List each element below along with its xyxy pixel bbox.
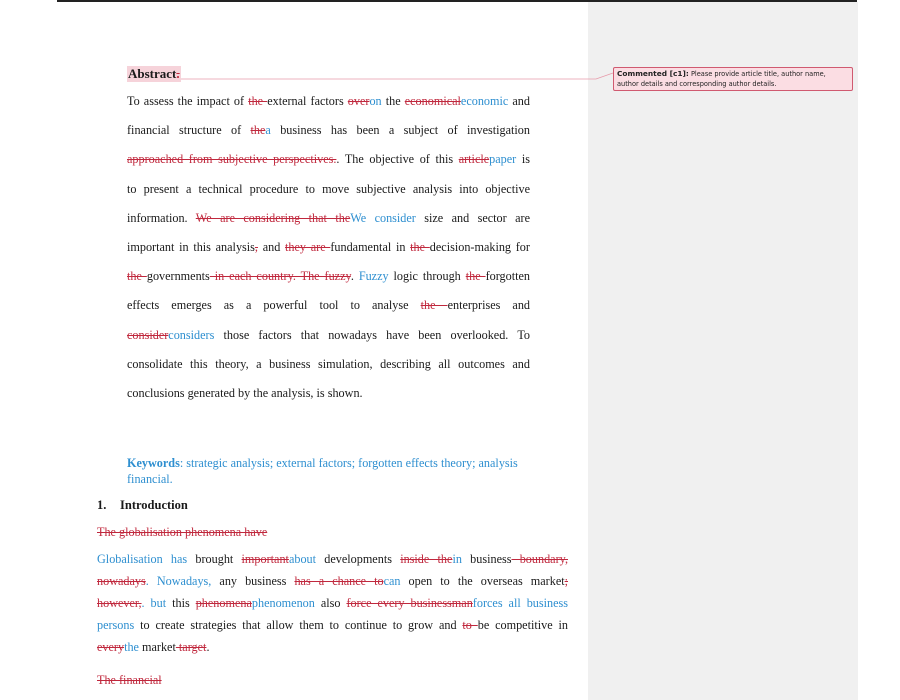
deleted-next-heading[interactable]: The financial	[97, 673, 162, 687]
introduction-line	[97, 574, 568, 589]
abstract-heading-text: Abstract	[128, 66, 177, 81]
body-text: To assess the impact of	[127, 94, 249, 108]
body-text: market	[138, 640, 176, 654]
body-text: business has been a subject of investigation	[270, 123, 530, 138]
deleted-text: has a chance to	[294, 574, 384, 588]
body-text: this	[166, 596, 196, 610]
inserted-text: Fuzzy	[358, 269, 389, 284]
abstract-heading-deleted: .	[176, 66, 180, 81]
abstract-line	[127, 182, 530, 197]
deleted-text: they are	[285, 240, 331, 254]
inserted-text: . but	[141, 596, 167, 610]
section-number: 1.	[97, 498, 107, 512]
abstract-line	[127, 123, 530, 138]
body-text: be competitive in	[477, 618, 568, 632]
keywords-line-2: financial.	[127, 472, 173, 486]
keywords-label: Keywords	[127, 456, 180, 470]
body-text: important in this analysis	[127, 240, 255, 254]
inserted-text: about	[288, 552, 317, 566]
deleted-text: consider	[127, 327, 169, 342]
section-title: Introduction	[120, 498, 188, 512]
body-text: to create strategies that allow them to continue to grow and	[134, 618, 463, 632]
deleted-text: ,	[254, 240, 258, 254]
deleted-text: in each country. The fuzzy	[209, 269, 351, 284]
abstract-line	[127, 240, 530, 255]
deleted-text: boundary,	[511, 552, 568, 566]
deleted-text: over	[347, 94, 370, 108]
deleted-text: the	[420, 298, 448, 313]
abstract-line	[127, 328, 530, 343]
introduction-line	[97, 618, 568, 633]
body-text: size and sector are	[415, 210, 530, 225]
abstract-line	[127, 386, 530, 401]
body-text: business	[461, 552, 512, 566]
comment-balloon[interactable]	[613, 67, 853, 91]
deleted-text: force every businessman	[346, 596, 473, 610]
body-text: and	[508, 94, 530, 108]
deleted-text: however,	[97, 596, 142, 610]
inserted-text: persons	[97, 618, 135, 632]
deleted-text: article	[458, 152, 490, 167]
abstract-line	[127, 152, 530, 167]
deleted-text: to	[462, 618, 478, 632]
body-text: . The objective of this	[336, 152, 459, 167]
body-text: decision-making for	[429, 240, 530, 254]
introduction-line	[97, 552, 568, 567]
deleted-text: We are considering that the	[195, 210, 351, 225]
deleted-text: every	[97, 640, 125, 654]
inserted-text: can	[383, 574, 401, 588]
section-heading-introduction[interactable]	[97, 498, 188, 513]
body-text: consolidate this theory, a business simulation, describing all outcomes and	[127, 356, 530, 371]
deleted-text: the	[248, 94, 268, 108]
deleted-text: economical	[404, 94, 461, 108]
abstract-line	[127, 94, 530, 109]
body-text: brought	[187, 552, 242, 566]
deleted-text: ;	[564, 574, 569, 588]
body-text: information.	[127, 210, 196, 225]
body-text: the	[381, 94, 405, 108]
body-text: any business	[211, 574, 295, 588]
inserted-text: the	[124, 640, 139, 654]
body-text: .	[350, 269, 359, 284]
introduction-line	[97, 596, 568, 611]
inserted-text: . Nowadays,	[145, 574, 212, 588]
body-text: conclusions generated by the analysis, is shown.	[127, 386, 363, 400]
deleted-text: the	[465, 269, 486, 284]
window-gap	[858, 0, 900, 700]
deleted-lead-sentence[interactable]: The globalisation phenomena have	[97, 525, 268, 539]
body-text: logic through	[388, 269, 466, 284]
deleted-text: nowadays	[97, 574, 146, 588]
body-text: forgotten	[485, 269, 531, 284]
body-text: and	[257, 240, 286, 254]
inserted-text: economic	[460, 94, 509, 108]
inserted-text: Globalisation has	[97, 552, 188, 566]
deleted-text: the	[127, 269, 147, 284]
body-text: effects emerges as a powerful tool to analyse	[127, 298, 421, 313]
abstract-line	[127, 269, 530, 284]
body-text: developments	[316, 552, 401, 566]
deleted-text: important	[241, 552, 289, 566]
keywords-block[interactable]	[127, 455, 537, 487]
inserted-text: on	[369, 94, 382, 108]
deleted-text: target	[175, 640, 207, 654]
abstract-line	[127, 357, 530, 372]
body-text: enterprises and	[447, 298, 531, 313]
inserted-text: forces all business	[472, 596, 569, 610]
body-text: also	[314, 596, 347, 610]
introduction-line	[97, 640, 568, 655]
body-text: those factors that nowadays have been overlooked. To	[214, 327, 530, 342]
body-text: open to the overseas market	[400, 574, 565, 588]
deleted-text: phenomena	[195, 596, 252, 610]
body-text: financial structure of	[127, 123, 251, 138]
inserted-text: We consider	[350, 210, 416, 225]
body-text: is	[516, 152, 530, 167]
deleted-text: approached from subjective perspectives.	[127, 152, 337, 167]
deleted-text: the	[250, 123, 266, 138]
abstract-heading[interactable]	[127, 66, 181, 82]
inserted-text: paper	[489, 152, 517, 167]
comment-text: Please provide article title, author name, author details and corresponding author details.	[617, 70, 826, 88]
deleted-text: inside the	[400, 552, 453, 566]
inserted-text: a	[265, 123, 271, 138]
abstract-line	[127, 298, 530, 313]
body-text: .	[206, 640, 210, 654]
deleted-text: the	[410, 240, 430, 254]
inserted-text: phenomenon	[251, 596, 315, 610]
keywords-line-1: : strategic analysis; external factors; forgotten effects theory; analysis	[179, 456, 518, 470]
comment-label: Commented [c1]:	[617, 69, 689, 78]
body-text: to present a technical procedure to move subjective analysis into objective	[127, 181, 530, 196]
body-text: fundamental in	[330, 240, 411, 254]
inserted-text: in	[452, 552, 462, 566]
abstract-line	[127, 211, 530, 226]
comment-margin-pane	[588, 2, 858, 700]
body-text: external factors	[267, 94, 348, 108]
inserted-text: considers	[168, 327, 215, 342]
body-text: governments	[146, 269, 210, 284]
